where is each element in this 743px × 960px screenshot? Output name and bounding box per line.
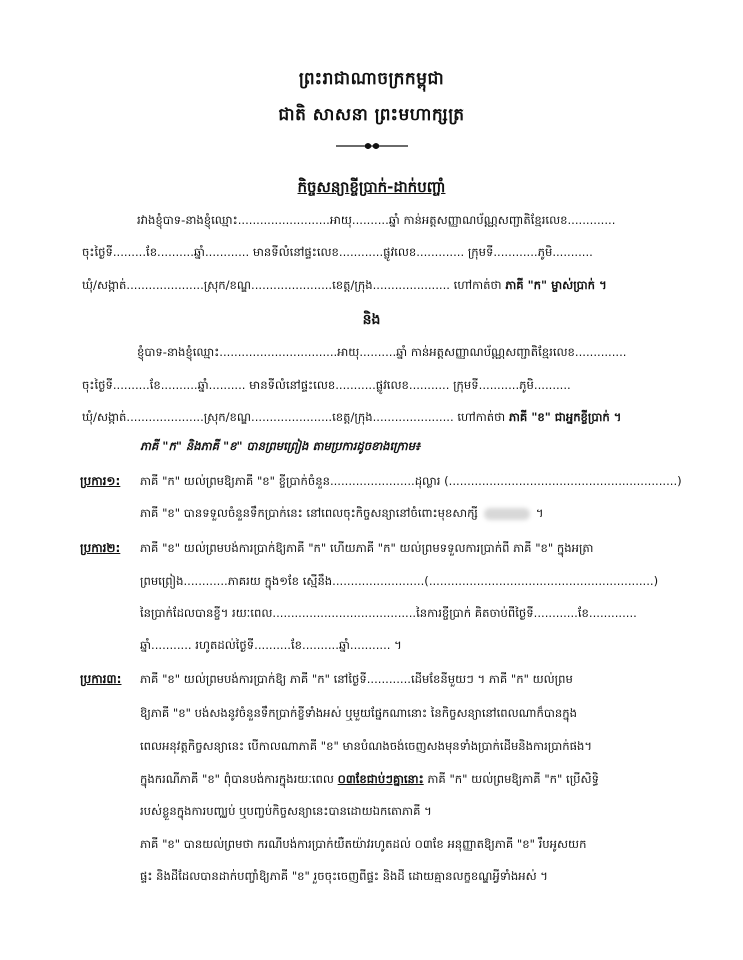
redacted-witness-name (484, 508, 530, 520)
article-3-line4-emphasis: ០៣ខែជាប់ៗគ្នានោះ (337, 772, 424, 786)
kingdom-header: ព្រះរាជាណាចក្រកម្ពុជា (298, 69, 445, 89)
article-2-line2: ព្រមព្រៀង............ភាគរយ ក្នុង១ខែ ស្មើនឹង.........................(.............................................................) (140, 574, 659, 588)
article-1-text: ភាគី "ខ" បានទទួលចំនួនទឹកប្រាក់នេះ នៅពេលចុះកិច្ចសន្យានៅចំពោះមុខសាក្សី (140, 506, 478, 520)
party1-address: ឃុំ/សង្កាត់.....................ស្រុក/ខណ្ឌ......................ខេត្ត/ក្រុង..................... ហៅកាត់ថា (82, 278, 502, 292)
article-2-line3: នៃប្រាក់ដែលបានខ្ចី។ រយៈពេល.......................................នៃការខ្ចីប្រាក់ គិតចាប់ពីថ្ងៃទី............ខែ............. (140, 606, 637, 620)
party2-line3 (82, 409, 621, 425)
article-3-line1: ភាគី "ខ" យល់ព្រមបង់ការប្រាក់ឱ្យ ភាគី "ក" នៅថ្ងៃទី............ដើមខែនីមួយៗ ។ ភាគី "ក" យល់ព្រម (140, 672, 573, 686)
article-3-line3: ពេលអនុវត្តកិច្ចសន្យានេះ បើកាលណាភាគី "ខ" មានបំណងចង់ចេញសងមុនទាំងប្រាក់ដើមនិងការប្រាក់ផង។ (140, 739, 592, 753)
article-3-line6: ភាគី "ខ" បានយល់ព្រមថា ករណីបង់ការប្រាក់យឺតយ៉ាវរហូតដល់ ០៣ខែ អនុញ្ញាតឱ្យភាគី "ខ" រឹបអូសយក (140, 837, 587, 851)
article-3-line2: ឱ្យភាគី "ខ" បង់សងនូវចំនួនទឹកប្រាក់ខ្ចីទាំងអស់ ឬមួយផ្នែកណានោះ នៃកិច្ចសន្យានៅពេលណាក៏បានក្នុង (140, 706, 577, 720)
party2-address: ឃុំ/សង្កាត់.....................ស្រុក/ខណ្ឌ......................ខេត្ត/ក្រុង...................... ហៅកាត់ថា (82, 410, 506, 424)
party1-line3 (82, 277, 607, 293)
article-2-line1: ភាគី "ខ" យល់ព្រមបង់ការប្រាក់ឱ្យភាគី "ក" ហើយភាគី "ក" យល់ព្រមទទួលការប្រាក់ពី ភាគី "ខ" ក្នុងអត្រា (140, 541, 594, 555)
party2-role: ភាគី "ខ" ជាអ្នកខ្ចីប្រាក់ ។ (508, 410, 622, 424)
document-title: កិច្ចសន្យាខ្ចីប្រាក់-ដាក់បញ្ចាំ (297, 178, 446, 196)
article-3-line5: របស់ខ្លួនក្នុងការបញ្ឈប់ ឬបញ្ចប់កិច្ចសន្យានេះបានដោយឯកតោភាគី ។ (140, 804, 432, 818)
motto-header: ជាតិ សាសនា ព្រះមហាក្សត្រ (278, 105, 465, 125)
article-1-line1: ភាគី "ក" យល់ព្រមឱ្យភាគី "ខ" ខ្ចីប្រាក់ចំនួន.......................ដុល្លារ (..............................................................) (140, 474, 682, 488)
article-3-line4-a: ក្នុងករណីភាគី "ខ" ពុំបានបង់ការក្នុងរយៈពេល (140, 772, 334, 786)
party2-line1: ខ្ញុំបាទ-នាងខ្ញុំឈ្មោះ................................អាយុ..........ឆ្នាំ កាន់អត្តសញ្ញាណប័ណ្ណសញ្ជាតិខ្មែរលេខ.............. (137, 345, 627, 359)
party2-line2: ចុះថ្ងៃទី..........ខែ..........ឆ្នាំ.......... មានទីលំនៅផ្ទះលេខ...........ផ្លូវលេខ........... ក្រុមទី...........ភូមិ.......... (82, 378, 571, 392)
party1-line2: ចុះថ្ងៃទី.........ខែ..........ឆ្នាំ............ មានទីលំនៅផ្ទះលេខ............ផ្លូវលេខ............. ក្រុមទី............ភូមិ........... (82, 245, 593, 259)
article-3-line4 (140, 771, 599, 787)
article-3-line7: ផ្ទះ និងដីដែលបានដាក់បញ្ចាំឱ្យភាគី "ខ" រួចចុះចេញពីផ្ទះ និងដី ដោយគ្មានលក្ខខណ្ឌអ្វីទាំងអស់ ។ (140, 869, 548, 883)
article-2-label: ប្រការ២: (80, 541, 121, 555)
agreement-intro: ភាគី "ក" និងភាគី "ខ" បានព្រមព្រៀង តាមប្រការដូចខាងក្រោម៖ (140, 439, 421, 453)
article-2-line4: ឆ្នាំ........... រហូតដល់ថ្ងៃទី..........ខែ..........ឆ្នាំ........... ។ (140, 638, 402, 652)
article-3-line4-c: ភាគី "ក" យល់ព្រមឱ្យភាគី "ក" ប្រើសិទ្ធិ (427, 772, 599, 786)
and-word: និង (362, 312, 381, 328)
party1-role: ភាគី "ក" ម្ចាស់ប្រាក់ ។ (505, 278, 607, 292)
party1-line1: រវាងខ្ញុំបាទ-នាងខ្ញុំឈ្មោះ.........................អាយុ..........ឆ្នាំ កាន់អត្តសញ្ញាណប័ណ្ណសញ្ជាតិខ្មែរលេខ............. (137, 213, 616, 227)
article-1-line2 (140, 505, 544, 521)
article-1-end: ។ (535, 506, 544, 520)
article-1-label: ប្រការ១: (80, 474, 121, 488)
article-3-label: ប្រការ៣: (80, 672, 122, 686)
ornament-divider-icon (334, 139, 410, 153)
